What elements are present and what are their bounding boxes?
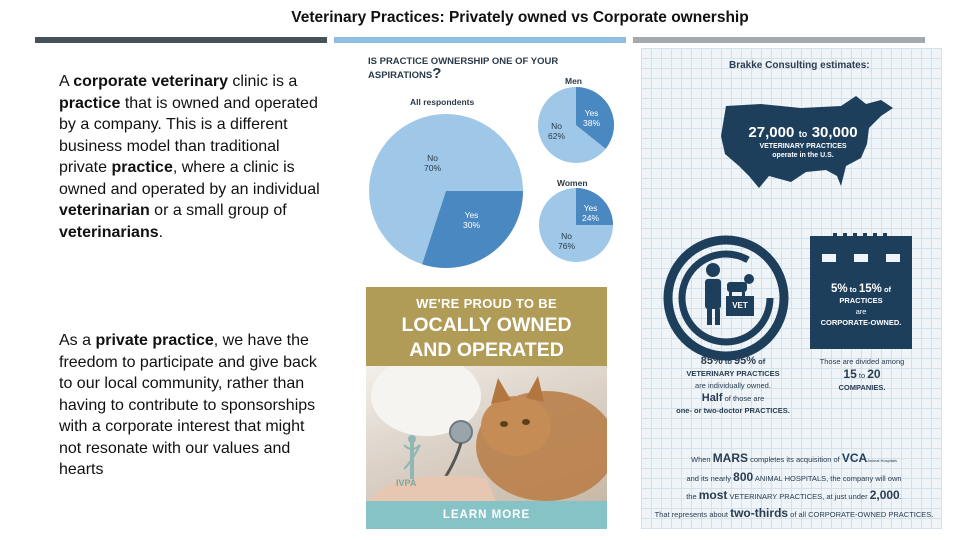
- corporate-definition-paragraph: [59, 71, 321, 243]
- vet-sign-text: VET: [732, 301, 748, 310]
- text-run: As a: [59, 332, 96, 349]
- pie-all-no-label: No 70%: [424, 153, 442, 173]
- bold-phrase: veterinarian: [59, 202, 150, 219]
- vca-logo: VCA: [841, 451, 868, 465]
- bold-phrase: corporate veterinary: [73, 73, 228, 90]
- ad-heading-line1: LOCALLY OWNED: [401, 314, 572, 336]
- accent-bar-dark: [35, 37, 327, 43]
- usa-practice-count: 27,000 to 30,000: [748, 124, 858, 141]
- pie-all-yes-label: Yes 30%: [463, 210, 481, 230]
- all-respondents-label: All respondents: [410, 97, 475, 107]
- vet-person-icon: [705, 263, 721, 325]
- pie-all: [369, 114, 523, 268]
- pie-women: [539, 188, 613, 262]
- survey-pies: [362, 50, 617, 275]
- vet-cat-photo: [366, 366, 607, 501]
- accent-bar-blue: [334, 37, 626, 43]
- locally-owned-ad: [366, 287, 607, 529]
- text-run: A: [59, 73, 74, 90]
- pie-women-yes-label: Yes 24%: [582, 203, 600, 223]
- corporate-owned-stat: 5% to 15% of PRACTICES are CORPORATE-OWNED.: [820, 283, 902, 327]
- ivpa-logo-text: IVPA: [396, 478, 417, 488]
- private-practice-paragraph: [59, 330, 321, 481]
- text-run: or a small group of: [149, 202, 287, 219]
- text-run: , we have the freedom to participate and give back to our local community, rather than having to contribute to sponsorships with a corporate interest that might not resonate with our values and hearts: [59, 332, 317, 478]
- men-label: Men: [565, 76, 582, 86]
- pie-men-yes-label: Yes 38%: [583, 108, 601, 128]
- slide-title: Veterinary Practices: Privately owned vs Corporate ownership: [291, 9, 749, 26]
- pie-men-no-label: No 62%: [548, 121, 566, 141]
- text-run: clinic is a: [227, 73, 298, 90]
- ownership-survey-graphic: [362, 50, 617, 275]
- usa-practice-caption: VETERINARY PRACTICES operate in the U.S.: [759, 143, 847, 159]
- bold-phrase: private practice: [95, 332, 214, 349]
- vca-logo-sub: Animal Hospitals: [867, 458, 897, 463]
- bold-phrase: practice: [59, 94, 121, 112]
- survey-title: IS PRACTICE OWNERSHIP ONE OF YOUR ASPIRATIONS?: [368, 56, 559, 82]
- text-run: that is owned and operated by a company. This is a different business model than traditional private: [59, 94, 318, 176]
- mars-acquisition-stat: When MARS completes its acquisition of VCAAnimal Hospitals and its nearly 800 ANIMAL HOSPITALS, the company will own the most VETERINARY PRACTICES, at just under 2,000. That represents about two-thirds of all CORPORATE-OWNED PRACTICES.: [654, 451, 934, 520]
- bold-phrase: practice: [111, 159, 173, 176]
- individually-owned-stat: 85% to 95% of VETERINARY PRACTICES are individually owned. Half of those are one- or two-doctor PRACTICES.: [676, 355, 790, 415]
- bold-phrase: veterinarians: [59, 223, 159, 241]
- text-run: , where a clinic is owned and operated by an individual: [59, 159, 320, 198]
- text-run: .: [158, 223, 164, 241]
- companies-divided-stat: Those are divided among 15 to 20 COMPANIES.: [819, 357, 905, 392]
- women-label: Women: [557, 178, 588, 188]
- accent-bar-gray: [633, 37, 925, 43]
- learn-more-button[interactable]: LEARN MORE: [366, 501, 607, 529]
- ad-header: [366, 287, 607, 366]
- ad-heading-line2: AND OPERATED: [409, 339, 564, 361]
- infographic-title: Brakke Consulting estimates:: [729, 60, 870, 71]
- pie-women-no-label: No 76%: [558, 231, 576, 251]
- ad-subheading: WE'RE PROUD TO BE: [416, 296, 557, 311]
- mars-logo: MARS: [712, 451, 749, 465]
- brakke-infographic: [641, 48, 942, 529]
